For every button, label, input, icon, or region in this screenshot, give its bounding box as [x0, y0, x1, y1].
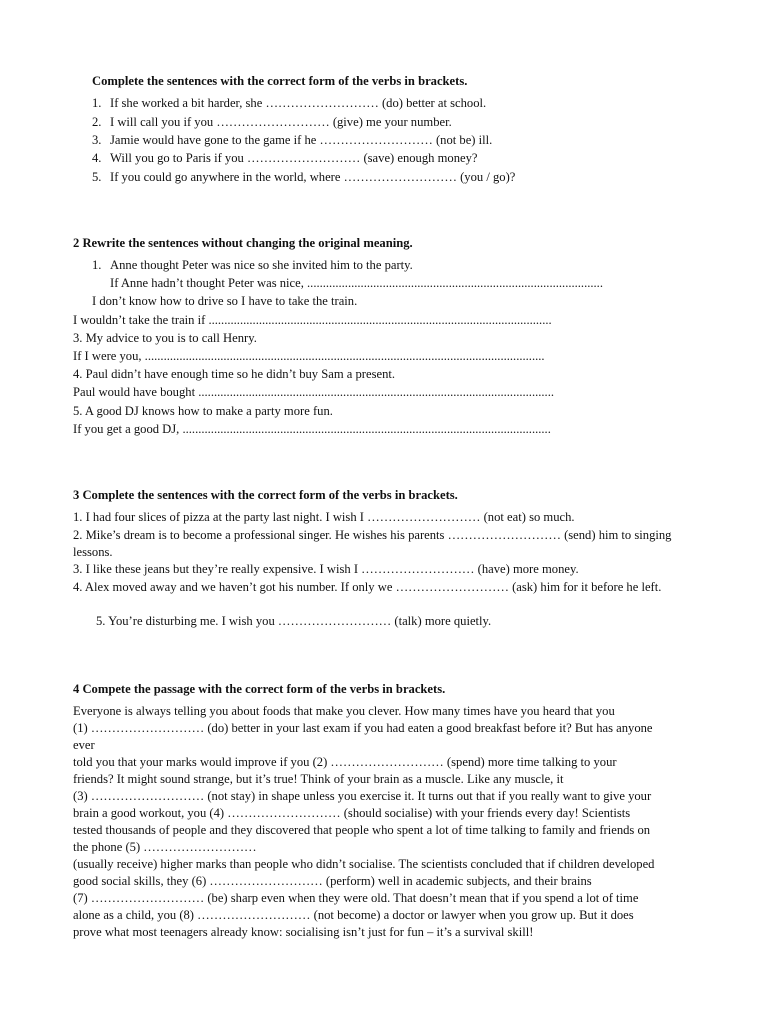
passage-line-14: prove what most teenagers already know: socialising isn’t just for fun – it’s a survival skill! — [73, 925, 534, 939]
s2-answer-2: I wouldn’t take the train if ............................................................................................................. — [73, 313, 552, 327]
s1-item-3: 3. Jamie would have gone to the game if he ……………………… (not be) ill. — [92, 133, 493, 147]
s3-item-3: 3. I like these jeans but they’re really expensive. I wish I ……………………… (have) more money. — [73, 562, 579, 576]
s2-item-3: 3. My advice to you is to call Henry. — [73, 331, 257, 345]
s2-item-4: 4. Paul didn’t have enough time so he didn’t buy Sam a present. — [73, 367, 396, 381]
s1-item-5: 5. If you could go anywhere in the world, where ……………………… (you / go)? — [92, 170, 516, 184]
passage-line-4: told you that your marks would improve if you (2) ……………………… (spend) more time talking to your — [73, 755, 617, 769]
passage-line-1: Everyone is always telling you about foods that make you clever. How many times have you heard that you — [73, 704, 615, 718]
passage-line-9: the phone (5) ……………………… — [73, 840, 257, 854]
passage-line-2: (1) ……………………… (do) better in your last exam if you had eaten a good breakfast before it? But has anyone — [73, 721, 653, 735]
passage-line-6: (3) ……………………… (not stay) in shape unless you exercise it. It turns out that if you really want to give your — [73, 789, 652, 803]
passage-line-3: ever — [73, 738, 95, 752]
section-2-heading: 2 Rewrite the sentences without changing the original meaning. — [73, 236, 413, 250]
section-3-heading: 3 Complete the sentences with the correct form of the verbs in brackets. — [73, 488, 458, 502]
s3-item-2: 2. Mike’s dream is to become a professional singer. He wishes his parents ……………………… (send) him to singing lessons. — [73, 528, 672, 559]
passage-line-13: alone as a child, you (8) ……………………… (not become) a doctor or lawyer when you grow up. But it does — [73, 908, 634, 922]
passage-line-7: brain a good workout, you (4) ……………………… (should socialise) with your friends every day! Scientists — [73, 806, 631, 820]
s3-item-5: 5. You’re disturbing me. I wish you ……………………… (talk) more quietly. — [96, 614, 492, 628]
s2-answer-4: Paul would have bought ................................................................................................................. — [73, 385, 554, 399]
s1-item-1: 1. If she worked a bit harder, she ……………………… (do) better at school. — [92, 96, 487, 110]
passage-line-5: friends? It might sound strange, but it’s true! Think of your brain as a muscle. Like any muscle, it — [73, 772, 564, 786]
s1-item-4: 4. Will you go to Paris if you ……………………… (save) enough money? — [92, 151, 478, 165]
s2-item-2: I don’t know how to drive so I have to take the train. — [92, 294, 358, 308]
passage-line-8: tested thousands of people and they discovered that people who spent a lot of time talking to family and friends on — [73, 823, 651, 837]
passage-line-12: (7) ……………………… (be) sharp even when they were old. That doesn’t mean that if you spend a lot of time — [73, 891, 639, 905]
s3-item-1: 1. I had four slices of pizza at the party last night. I wish I ……………………… (not eat) so much. — [73, 510, 575, 524]
passage-line-11: good social skills, they (6) ……………………… (perform) well in academic subjects, and their brains — [73, 874, 592, 888]
s2-answer-1: If Anne hadn’t thought Peter was nice, .............................................................................................. — [110, 276, 603, 290]
s3-item-4: 4. Alex moved away and we haven’t got his number. If only we ……………………… (ask) him for it before he left. — [73, 580, 662, 594]
s2-item-5: 5. A good DJ knows how to make a party more fun. — [73, 404, 333, 418]
s2-answer-5: If you get a good DJ, ..................................................................................................................... — [73, 422, 551, 436]
s1-item-2: 2. I will call you if you ……………………… (give) me your number. — [92, 115, 452, 129]
s2-item-1: 1. Anne thought Peter was nice so she invited him to the party. — [92, 258, 413, 272]
section-1-heading: Complete the sentences with the correct form of the verbs in brackets. — [92, 74, 468, 88]
passage-line-10: (usually receive) higher marks than people who didn’t socialise. The scientists concluded that if children developed — [73, 857, 655, 871]
s2-answer-3: If I were you, ............................................................................................................................... — [73, 349, 545, 363]
section-4-heading: 4 Compete the passage with the correct form of the verbs in brackets. — [73, 682, 446, 696]
